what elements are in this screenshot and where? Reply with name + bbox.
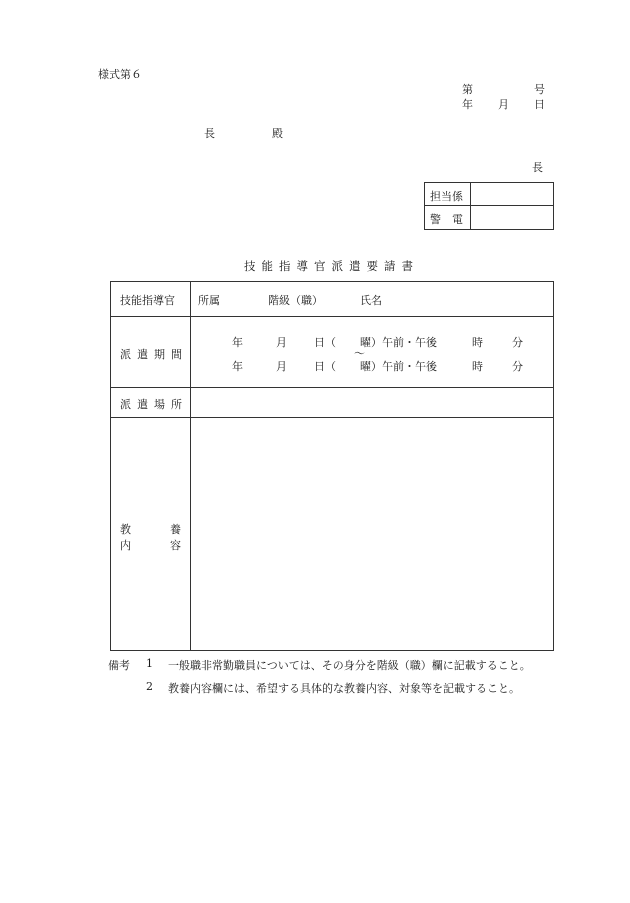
contact-tantou-field[interactable] bbox=[474, 186, 548, 202]
period-end-ampm: 午前・午後 bbox=[382, 360, 437, 373]
table-row-divider-1 bbox=[110, 316, 553, 317]
table-label-column-divider bbox=[190, 281, 191, 650]
period-range-mark: ～ bbox=[354, 347, 365, 360]
contact-tantou-label: 担当係 bbox=[430, 190, 463, 203]
doc-number-dai: 第 bbox=[462, 83, 473, 96]
sender-cho: 長 bbox=[532, 161, 543, 174]
row-content-label-char4: 容 bbox=[170, 539, 181, 552]
period-start-ampm: 午前・午後 bbox=[382, 336, 437, 349]
contact-phone-field[interactable] bbox=[474, 209, 548, 225]
note-2-text: 教養内容欄には、希望する具体的な教養内容、対象等を記載すること。 bbox=[168, 682, 520, 695]
date-year: 年 bbox=[462, 98, 473, 111]
addressee-cho: 長 bbox=[204, 127, 215, 140]
document-title: 技能指導官派遣要請書 bbox=[244, 259, 419, 273]
date-month: 月 bbox=[498, 98, 509, 111]
period-end-hour: 時 bbox=[472, 360, 483, 373]
note-2-number: 2 bbox=[146, 680, 153, 693]
instructor-affiliation-label: 所属 bbox=[198, 294, 220, 307]
row-content-label-char2: 養 bbox=[170, 523, 181, 536]
instructor-rank-label: 階級（職） bbox=[268, 294, 323, 307]
content-field[interactable] bbox=[196, 424, 548, 644]
period-end-weekday: 曜） bbox=[360, 360, 382, 373]
period-start-minute: 分 bbox=[512, 336, 523, 349]
period-end-day: 日（ bbox=[314, 360, 336, 373]
period-start-hour: 時 bbox=[472, 336, 483, 349]
addressee-dono: 殿 bbox=[272, 127, 283, 140]
period-end-month: 月 bbox=[276, 360, 287, 373]
contact-phone-label: 警 電 bbox=[430, 213, 463, 226]
row-period-label: 派遣期間 bbox=[120, 348, 188, 361]
notes-label: 備考 bbox=[108, 659, 130, 672]
row-instructor-label: 技能指導官 bbox=[120, 294, 175, 307]
doc-number-go: 号 bbox=[534, 83, 545, 96]
date-day: 日 bbox=[534, 98, 545, 111]
contact-box-divider bbox=[424, 205, 553, 206]
row-place-label: 派遣場所 bbox=[120, 398, 188, 411]
instructor-name-label: 氏名 bbox=[360, 294, 382, 307]
contact-box-column-divider bbox=[470, 182, 471, 229]
form-style-number: 様式第６ bbox=[98, 68, 142, 81]
note-1-text: 一般職非常勤職員については、その身分を階級（職）欄に記載すること。 bbox=[168, 659, 531, 672]
period-start-month: 月 bbox=[276, 336, 287, 349]
row-content-label-char1: 教 bbox=[120, 523, 131, 536]
period-start-weekday: 曜） bbox=[360, 336, 382, 349]
period-end-minute: 分 bbox=[512, 360, 523, 373]
row-content-label-char3: 内 bbox=[120, 539, 131, 552]
period-start-year: 年 bbox=[232, 336, 243, 349]
place-field[interactable] bbox=[196, 392, 548, 412]
table-row-divider-2 bbox=[110, 387, 553, 388]
period-start-day: 日（ bbox=[314, 336, 336, 349]
table-row-divider-3 bbox=[110, 417, 553, 418]
period-end-year: 年 bbox=[232, 360, 243, 373]
note-1-number: 1 bbox=[146, 657, 153, 670]
